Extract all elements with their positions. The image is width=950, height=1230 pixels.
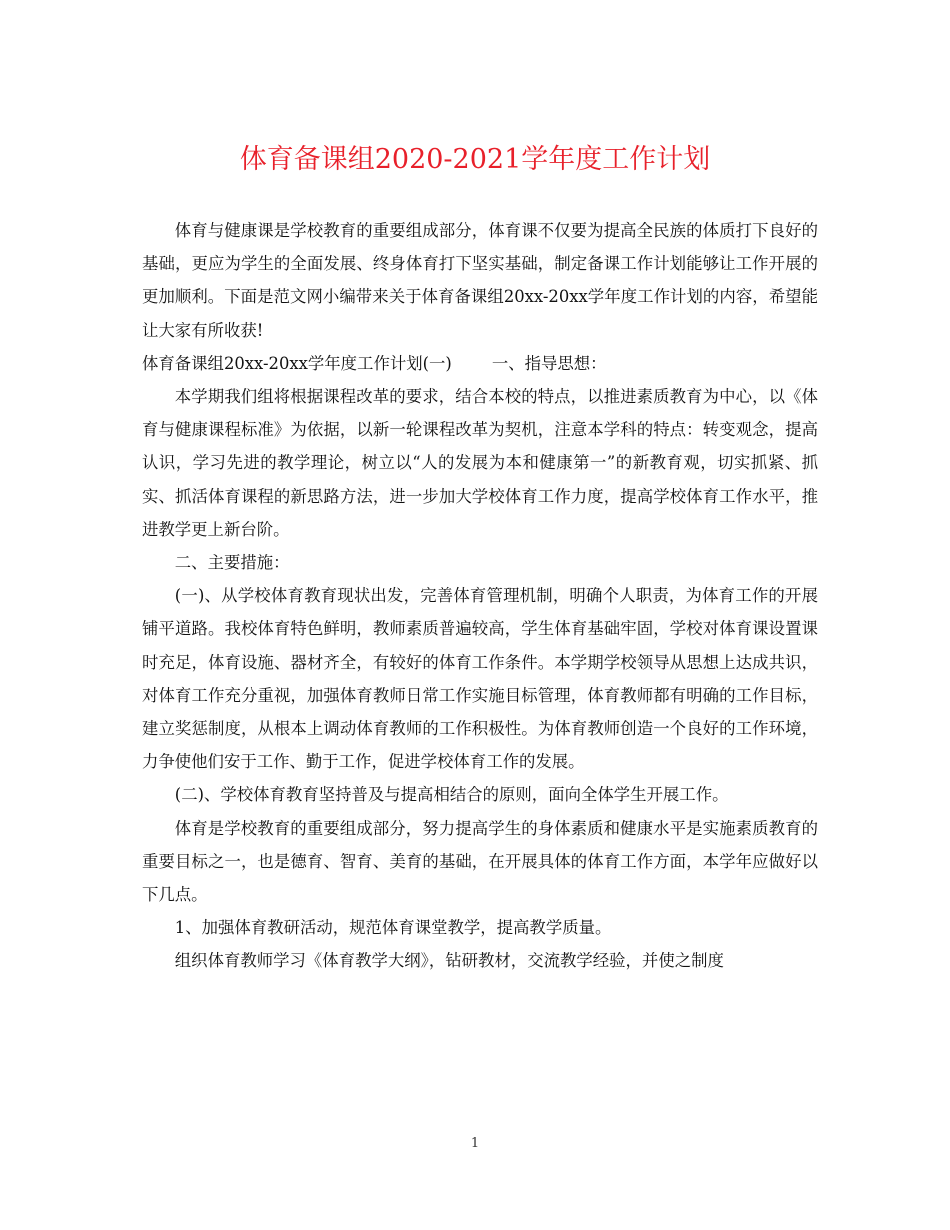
page-number: 1 [470,1136,480,1151]
section-heading-main-measures: 二、主要措施： [174,553,290,573]
document-body [142,214,818,978]
paragraph-pe-importance: 体育是学校教育的重要组成部分，努力提高学生的身体素质和健康水平是实施素质教育的重要目标之一，也是德育、智育、美育的基础，在开展具体的体育工作方面，本学年应做好以下几点。 [142,818,818,905]
paragraph-plan-heading [142,347,818,380]
paragraph-item-one-detail: 组织体育教师学习《体育教学大纲》，钻研教材，交流教学经验，并使之制度 [174,951,724,971]
paragraph-measure-one: (一)、从学校体育教育现状出发，完善体育管理机制，明确个人职责，为体育工作的开展铺平道路。我校体育特色鲜明，教师素质普遍较高，学生体育基础牢固，学校对体育课设置课时充足，体育设施、器材齐全，有较好的体育工作条件。本学期学校领导从思想上达成共识，对体育工作充分重视，加强体育教师日常工作实施目标管理，体育教师都有明确的工作目标，建立奖惩制度，从根本上调动体育教师的工作积极性。为体育教师创造一个良好的工作环境，力争使他们安于工作、勤于工作，促进学校体育工作的发展。 [142,586,818,772]
plan-subtitle: 体育备课组20xx-20xx学年度工作计划(一) [142,353,452,373]
paragraph-guiding-ideology: 本学期我们组将根据课程改革的要求，结合本校的特点，以推进素质教育为中心，以《体育与健康课程标准》为依据，以新一轮课程改革为契机，注意本学科的特点：转变观念，提高认识，学习先进的教学理论，树立以“人的发展为本和健康第一”的新教育观，切实抓紧、抓实、抓活体育课程的新思路方法，进一步加大学校体育工作力度，提高学校体育工作水平，推进教学更上新台阶。 [142,387,818,539]
paragraph-item-one: 1、加强体育教研活动，规范体育课堂教学，提高教学质量。 [174,918,612,938]
paragraph-intro: 体育与健康课是学校教育的重要组成部分，体育课不仅要为提高全民族的体质打下良好的基础，更应为学生的全面发展、终身体育打下坚实基础，制定备课工作计划能够让工作开展的更加顺利。下面是范文网小编带来关于体育备课组20xx-20xx学年度工作计划的内容，希望能让大家有所收获! [142,221,818,340]
paragraph-measure-two: (二)、学校体育教育坚持普及与提高相结合的原则，面向全体学生开展工作。 [174,785,729,805]
section-heading-guiding-ideology: 一、指导思想： [491,353,607,373]
document-title: 体育备课组2020-2021学年度工作计划 [239,144,711,175]
